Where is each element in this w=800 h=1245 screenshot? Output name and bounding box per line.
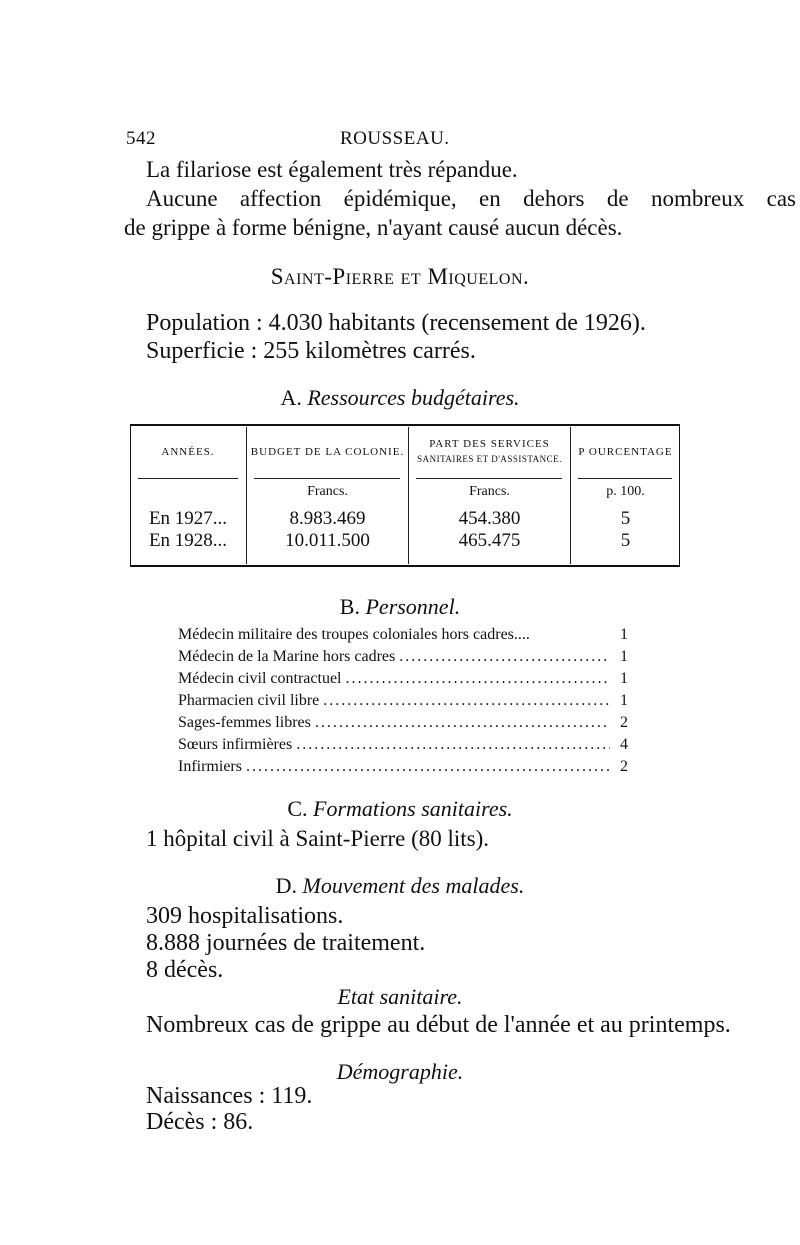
deaths-line: Décès : 86. xyxy=(146,1109,254,1135)
header-rule xyxy=(254,478,400,479)
hospital-line: 1 hôpital civil à Saint-Pierre (80 lits). xyxy=(146,826,490,851)
page-number: 542 xyxy=(126,128,156,149)
section-b-heading: Personnel. xyxy=(365,594,461,619)
unit-budget: Francs. xyxy=(307,484,348,499)
list-item xyxy=(178,670,628,688)
personnel-label: Médecin civil contractuel xyxy=(178,670,342,687)
section-a-title xyxy=(0,385,800,411)
section-a-letter: A. xyxy=(280,385,302,410)
health-line: Nombreux cas de grippe au début de l'année et au printemps. xyxy=(146,1012,731,1038)
header-rule xyxy=(138,478,238,479)
list-item xyxy=(178,648,628,666)
section-d-letter: D. xyxy=(275,873,298,898)
row-1-budget: 8.983.469 xyxy=(289,508,366,529)
row-1-part: 454.380 xyxy=(458,508,521,529)
leader-dots xyxy=(246,758,610,776)
section-c-heading: Formations sanitaires. xyxy=(313,796,513,821)
header-years: ANNÉES. xyxy=(161,446,215,458)
personnel-count: 2 xyxy=(620,714,628,731)
section-b-letter: B. xyxy=(339,594,360,619)
area-line: Superficie : 255 kilomètres carrés. xyxy=(146,338,476,364)
list-item xyxy=(178,736,628,754)
list-item xyxy=(178,714,628,732)
intro-line-1: La filariose est également très répandue. xyxy=(146,157,518,182)
section-d-heading: Mouvement des malades. xyxy=(302,873,525,898)
personnel-label: Médecin de la Marine hors cadres xyxy=(178,648,396,665)
movement-line-3: 8 décès. xyxy=(146,957,224,983)
leader-dots xyxy=(345,670,610,688)
unit-part: Francs. xyxy=(469,484,510,499)
section-d-title xyxy=(0,873,800,899)
header-budget: BUDGET DE LA COLONIE. xyxy=(250,446,405,458)
personnel-label: Pharmacien civil libre xyxy=(178,692,320,709)
budget-table xyxy=(130,424,680,567)
personnel-count: 4 xyxy=(620,736,628,753)
row-2-part: 465.475 xyxy=(458,530,521,551)
header-rule xyxy=(578,478,672,479)
personnel-count: 1 xyxy=(620,626,628,643)
unit-percentage: p. 100. xyxy=(606,484,645,499)
health-title: Etat sanitaire. xyxy=(337,984,463,1009)
movement-line-1: 309 hospitalisations. xyxy=(146,903,344,929)
row-1-percentage: 5 xyxy=(620,508,631,529)
row-2-budget: 10.011.500 xyxy=(285,530,370,551)
list-item xyxy=(178,692,628,710)
leader-dots xyxy=(315,714,610,732)
personnel-count: 1 xyxy=(620,692,628,709)
colony-title: Saint-Pierre et Miquelon. xyxy=(270,264,530,289)
personnel-label: Médecin militaire des troupes coloniales hors cadres.... xyxy=(178,626,530,643)
header-rule xyxy=(416,478,562,479)
running-title: ROUSSEAU. xyxy=(340,128,450,149)
list-item xyxy=(178,626,628,644)
births-line: Naissances : 119. xyxy=(146,1083,313,1109)
list-item xyxy=(178,758,628,776)
section-c-title xyxy=(0,796,800,822)
personnel-count: 1 xyxy=(620,670,628,687)
personnel-label: Infirmiers xyxy=(178,758,242,775)
personnel-label: Sages-femmes libres xyxy=(178,714,311,731)
demography-title: Démographie. xyxy=(336,1059,464,1084)
leader-dots xyxy=(296,736,610,754)
personnel-count: 1 xyxy=(620,648,628,665)
row-1-year: En 1927... xyxy=(148,508,228,529)
movement-line-2: 8.888 journées de traitement. xyxy=(146,930,426,956)
intro-line-2: Aucune affection épidémique, en dehors de nombreux cas xyxy=(146,186,796,211)
section-b-title xyxy=(0,594,800,620)
leader-dots xyxy=(399,648,610,666)
personnel-label: Sœurs infirmières xyxy=(178,736,293,753)
row-2-year: En 1928... xyxy=(148,530,228,551)
leader-dots xyxy=(323,692,610,710)
row-2-percentage: 5 xyxy=(620,530,631,551)
header-part-line-2: SANITAIRES ET D'ASSISTANCE. xyxy=(417,454,562,464)
header-part-line-1: PART DES SERVICES xyxy=(429,438,550,450)
header-percentage: P OURCENTAGE xyxy=(578,446,673,458)
section-a-heading: Ressources budgétaires. xyxy=(307,385,520,410)
intro-line-3: de grippe à forme bénigne, n'ayant causé aucun décès. xyxy=(124,215,623,240)
personnel-count: 2 xyxy=(620,758,628,775)
population-line: Population : 4.030 habitants (recensement de 1926). xyxy=(146,310,646,336)
section-c-letter: C. xyxy=(287,796,308,821)
